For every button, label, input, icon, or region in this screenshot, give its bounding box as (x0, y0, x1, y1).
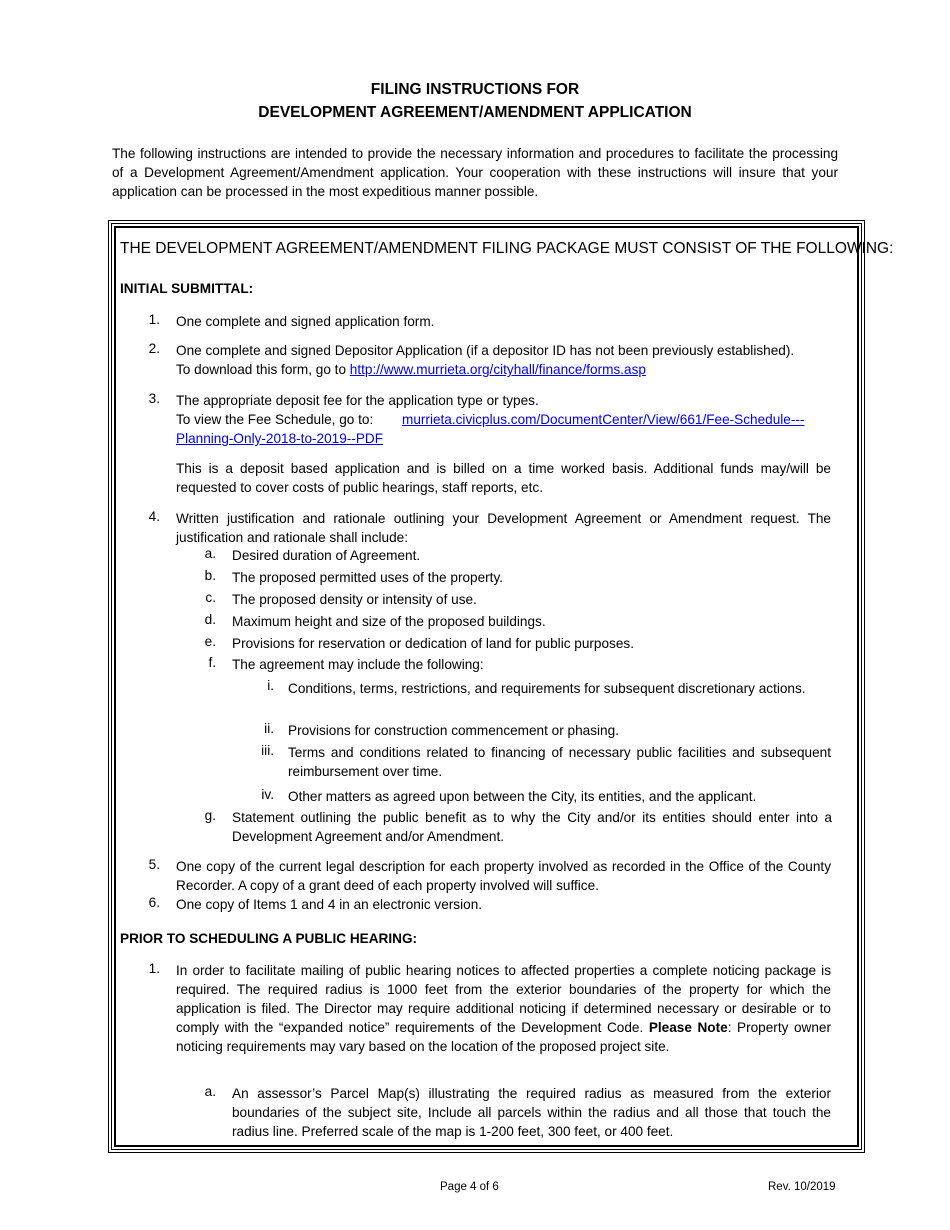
item-3-num: 3. (148, 391, 160, 406)
item-4-text: Written justification and rationale outlining your Development Agreement or Amendment request. The justification and rationale shall include: (176, 511, 831, 545)
fee-schedule-link-cont[interactable]: Planning-Only-2018-to-2019--PDF (176, 431, 384, 446)
item-1-num: 1. (148, 312, 160, 327)
initial-submittal-label: INITIAL SUBMITTAL: (120, 281, 254, 296)
prior-1-text (176, 961, 831, 1056)
item-4f-iv-text: Other matters as agreed upon between the City, its entities, and the applicant. (288, 789, 757, 804)
item-4f-iv-num: iv. (261, 787, 274, 802)
item-4c-num: c. (205, 590, 216, 605)
item-4e-text: Provisions for reservation or dedication of land for public purposes. (232, 636, 634, 651)
revision-date: Rev. 10/2019 (768, 1181, 836, 1193)
prior-1-body-2: : Property owner noticing requirements may vary based on the location of the proposed project site. (176, 1020, 832, 1054)
intro-paragraph: The following instructions are intended to provide the necessary information and procedures to facilitate the processing of a Development Agreement/Amendment application. Your cooperation with these instructions will insure that your application can be processed in the most expeditious manner possible. (112, 146, 838, 199)
item-4e-num: e. (204, 634, 216, 649)
item-2-text: One complete and signed Depositor Application (if a depositor ID has not been previously established). (176, 343, 795, 358)
item-6-num: 6. (148, 895, 160, 910)
item-4f-num: f. (208, 655, 216, 670)
page-number: Page 4 of 6 (440, 1181, 499, 1193)
item-4a-text: Desired duration of Agreement. (232, 548, 421, 563)
item-4a-num: a. (204, 546, 216, 561)
item-5-num: 5. (148, 857, 160, 872)
item-1-text: One complete and signed application form. (176, 314, 435, 329)
item-3-fee-label: To view the Fee Schedule, go to: (176, 412, 374, 427)
document-title (0, 78, 950, 124)
item-2-download (176, 360, 831, 379)
item-4f-ii-text: Provisions for construction commencement or phasing. (288, 723, 619, 738)
prior-1a-num: a. (204, 1084, 216, 1099)
item-2-download-label: To download this form, go to (176, 362, 350, 377)
item-4f-i-text: Conditions, terms, restrictions, and requirements for subsequent discretionary actions. (288, 681, 806, 696)
prior-1-num: 1. (148, 961, 160, 976)
item-4f-text: The agreement may include the following: (232, 657, 484, 672)
item-4f-ii-num: ii. (264, 721, 274, 736)
box-heading: THE DEVELOPMENT AGREEMENT/AMENDMENT FILING PACKAGE MUST CONSIST OF THE FOLLOWING: (120, 240, 894, 257)
item-5-text: One copy of the current legal description for each property involved as recorded in the Office of the County Recorder. A copy of a grant deed of each property involved will suffice. (176, 859, 831, 893)
item-3-note: This is a deposit based application and is billed on a time worked basis. Additional funds may/will be requested to cover costs of public hearings, staff reports, etc. (176, 461, 831, 495)
item-4d-num: d. (204, 612, 216, 627)
item-4f-i-num: i. (267, 678, 274, 693)
item-4f-iii-num: iii. (261, 743, 274, 758)
item-4g-text: Statement outlining the public benefit as to why the City and/or its entities should enter into a Development Agreement and/or Amendment. (232, 810, 832, 844)
item-4-num: 4. (148, 509, 160, 524)
item-4c-text: The proposed density or intensity of use. (232, 592, 477, 607)
item-4d-text: Maximum height and size of the proposed buildings. (232, 614, 546, 629)
prior-1-body: In order to facilitate mailing of public hearing notices to affected properties a complete noticing package is required. The required radius is 1000 feet from the exterior boundaries of the property for which the application is filed. The Director may require additional noticing if determined necessary or desirable or to comply with the “expanded notice” requirements of the Development Code. (176, 963, 831, 1035)
item-4b-num: b. (204, 568, 216, 583)
prior-1a-text: An assessor’s Parcel Map(s) illustrating the required radius as measured from the exterior boundaries of the subject site, Include all parcels within the radius and all those that touch the radius line. Preferred scale of the map is 1-200 feet, 300 feet, or 400 feet. (232, 1086, 831, 1139)
forms-link[interactable]: http://www.murrieta.org/cityhall/finance/forms.asp (349, 362, 646, 377)
prior-1-bold: Please Note (648, 1020, 728, 1035)
item-2-num: 2. (148, 341, 160, 356)
prior-hearing-label: PRIOR TO SCHEDULING A PUBLIC HEARING: (120, 931, 418, 946)
item-4b-text: The proposed permitted uses of the property. (232, 570, 504, 585)
item-4g-num: g. (204, 808, 216, 823)
title-line-2: DEVELOPMENT AGREEMENT/AMENDMENT APPLICATION (258, 104, 692, 121)
fee-schedule-link[interactable]: murrieta.civicplus.com/DocumentCenter/View/661/Fee-Schedule--- (402, 412, 805, 427)
item-3-text: The appropriate deposit fee for the application type or types. (176, 393, 539, 408)
item-6-text: One copy of Items 1 and 4 in an electronic version. (176, 897, 483, 912)
title-line-1: FILING INSTRUCTIONS FOR (370, 81, 580, 98)
item-4f-iii-text: Terms and conditions related to financing of necessary public facilities and subsequent reimbursement over time. (288, 745, 831, 779)
